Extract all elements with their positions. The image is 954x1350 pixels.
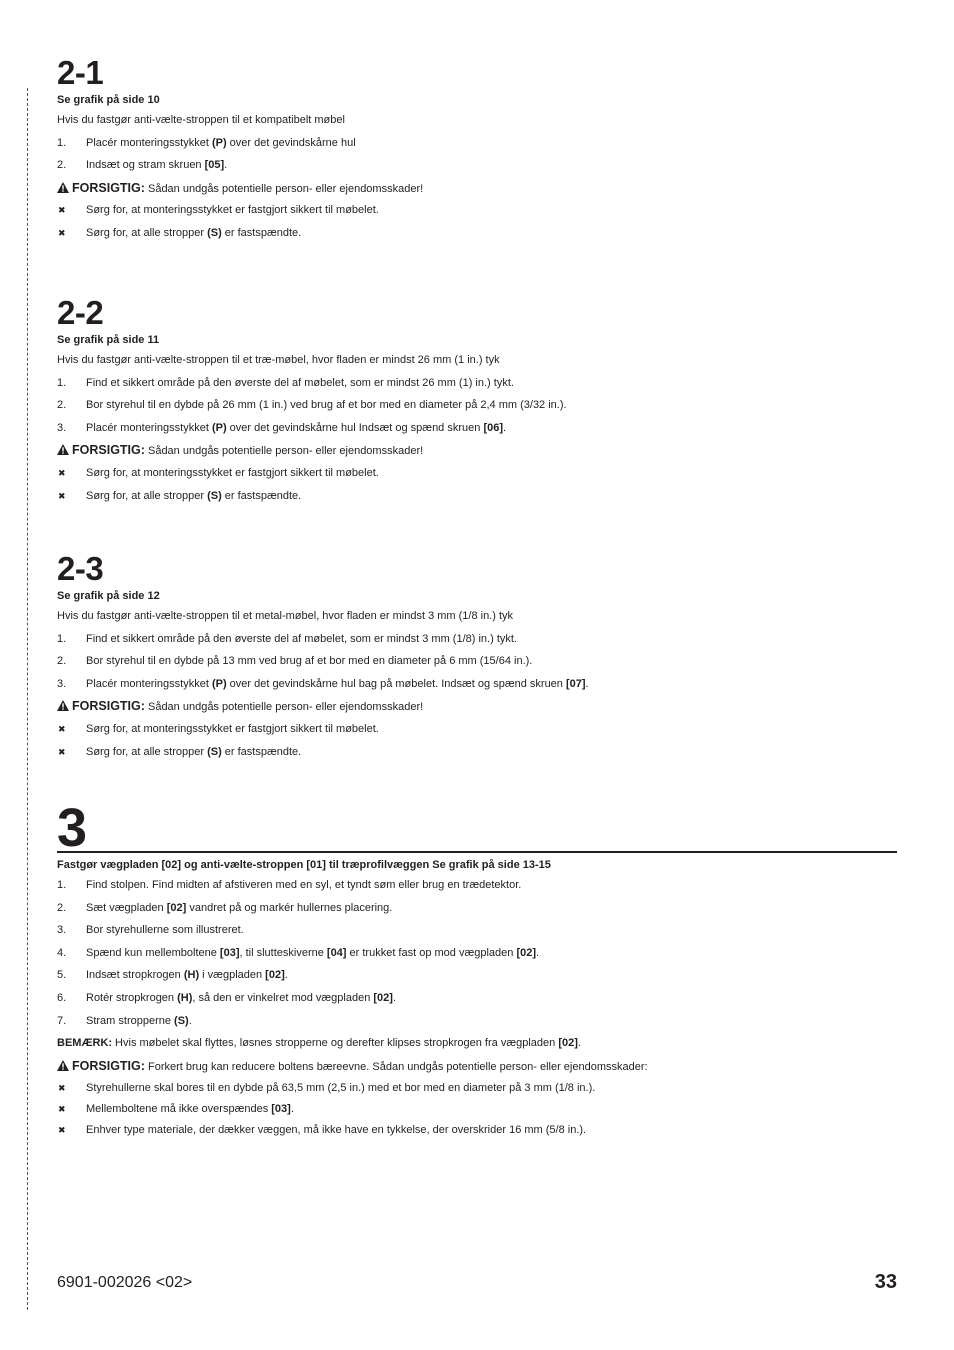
step-3: 3. Placér monteringsstykket (P) over det gevindskårne hul Indsæt og spænd skruen [06]. bbox=[57, 421, 507, 434]
caution-line: FORSIGTIG: Sådan undgås potentielle person- eller ejendomsskader! bbox=[57, 181, 897, 204]
star-bullet-icon: ✖ bbox=[58, 467, 66, 478]
caution-label: FORSIGTIG: bbox=[72, 1058, 145, 1073]
bullet-item: ✖ Sørg for, at alle stropper (S) er fastspændte. bbox=[58, 226, 302, 239]
bullet-item: ✖ Styrehullerne skal bores til en dybde på 63,5 mm (2,5 in.) med et bor med en diameter på 3 mm (1/8 in.). bbox=[58, 1082, 596, 1095]
section-heading: 3 bbox=[57, 798, 88, 858]
intro-text: Hvis du fastgør anti-vælte-stroppen til et træ-møbel, hvor fladen er mindst 26 mm (1 in.) tyk bbox=[57, 354, 500, 366]
step-1: 1. Placér monteringsstykket (P) over det gevindskårne hul bbox=[57, 136, 356, 149]
step-2: 2. Indsæt og stram skruen [05]. bbox=[57, 159, 228, 172]
step-2: 2. Bor styrehul til en dybde på 13 mm ved brug af et bor med en diameter på 6 mm (15/64 in.). bbox=[57, 655, 533, 668]
step-6: 6. Rotér stropkrogen (H), så den er vinkelret mod vægpladen [02]. bbox=[57, 991, 397, 1004]
bullet-item: ✖ Sørg for, at alle stropper (S) er fastspændte. bbox=[58, 489, 302, 502]
warning-triangle-icon bbox=[57, 182, 69, 193]
step-2: 2. Sæt vægpladen [02] vandret på og markér hullernes placering. bbox=[57, 901, 393, 914]
step-7: 7. Stram stropperne (S). bbox=[57, 1014, 192, 1027]
graphic-reference: Se grafik på side 12 bbox=[57, 590, 160, 602]
step-4: 4. Spænd kun mellemboltene [03], til slutteskiverne [04] er trukket fast op mod vægpladen [02]. bbox=[57, 946, 540, 959]
star-bullet-icon: ✖ bbox=[58, 1125, 66, 1136]
step-2: 2. Bor styrehul til en dybde på 26 mm (1 in.) ved brug af et bor med en diameter på 2,4 mm (3/32 in.). bbox=[57, 399, 567, 412]
section-heading: 2-3 bbox=[57, 550, 104, 587]
bullet-item: ✖ Mellemboltene må ikke overspændes [03]. bbox=[58, 1103, 294, 1116]
caution-label: FORSIGTIG: bbox=[72, 443, 145, 458]
bullet-item: ✖ Sørg for, at monteringsstykket er fastgjort sikkert til møbelet. bbox=[58, 204, 379, 217]
star-bullet-icon: ✖ bbox=[58, 1083, 66, 1094]
star-bullet-icon: ✖ bbox=[58, 746, 66, 757]
graphic-reference: Se grafik på side 11 bbox=[57, 334, 160, 346]
section-2-2 bbox=[57, 296, 897, 511]
graphic-reference: Fastgør vægpladen [02] og anti-vælte-stroppen [01] til træprofilvæggen Se grafik på side 13-15 bbox=[57, 859, 551, 871]
caution-line: FORSIGTIG: Sådan undgås potentielle person- eller ejendomsskader! bbox=[57, 443, 897, 466]
star-bullet-icon: ✖ bbox=[58, 1104, 66, 1115]
bullet-item: ✖ Enhver type materiale, der dækker væggen, må ikke have en tykkelse, der overskrider 16 mm (5/8 in.). bbox=[58, 1124, 587, 1137]
warning-triangle-icon bbox=[57, 700, 69, 711]
note-line: BEMÆRK: Hvis møbelet skal flyttes, løsnes stropperne og derefter klipses stropkrogen fra vægpladen [02]. bbox=[57, 1037, 581, 1050]
graphic-reference: Se grafik på side 10 bbox=[57, 94, 160, 106]
page-number: 33 bbox=[874, 1271, 897, 1293]
warning-triangle-icon bbox=[57, 1060, 69, 1071]
document-number: 6901-002026 <02> bbox=[57, 1274, 193, 1291]
step-3: 3. Bor styrehullerne som illustreret. bbox=[57, 924, 244, 937]
intro-text: Hvis du fastgør anti-vælte-stroppen til et metal-møbel, hvor fladen er mindst 3 mm (1/8 in.) tyk bbox=[57, 610, 514, 622]
step-5: 5. Indsæt stropkrogen (H) i vægpladen [02]. bbox=[57, 969, 288, 982]
bullet-item: ✖ Sørg for, at monteringsstykket er fastgjort sikkert til møbelet. bbox=[58, 722, 379, 735]
caution-line: FORSIGTIG: Forkert brug kan reducere boltens bæreevne. Sådan undgås potentielle person- eller ejendomsskader: bbox=[57, 1059, 897, 1082]
star-bullet-icon: ✖ bbox=[58, 227, 66, 238]
step-3: 3. Placér monteringsstykket (P) over det gevindskårne hul bag på møbelet. Indsæt og spænd skruen [07]. bbox=[57, 677, 589, 690]
note-label: BEMÆRK: bbox=[57, 1037, 112, 1050]
section-2-1 bbox=[57, 56, 897, 249]
warning-triangle-icon bbox=[57, 444, 69, 455]
section-2-3 bbox=[57, 552, 897, 767]
step-1: 1. Find stolpen. Find midten af afstiveren med en syl, et tyndt søm eller brug en trædetektor. bbox=[57, 879, 522, 891]
intro-text: Hvis du fastgør anti-vælte-stroppen til et kompatibelt møbel bbox=[57, 114, 345, 126]
bullet-item: ✖ Sørg for, at alle stropper (S) er fastspændte. bbox=[58, 745, 302, 758]
star-bullet-icon: ✖ bbox=[58, 490, 66, 501]
star-bullet-icon: ✖ bbox=[58, 205, 66, 216]
step-1: 1. Find et sikkert område på den øverste del af møbelet, som er mindst 3 mm (1/8) in.) tykt. bbox=[57, 632, 517, 645]
section-3 bbox=[57, 798, 897, 1144]
dashed-cut-line bbox=[27, 88, 28, 1310]
section-heading: 2-2 bbox=[57, 294, 104, 331]
bullet-item: ✖ Sørg for, at monteringsstykket er fastgjort sikkert til møbelet. bbox=[58, 466, 379, 479]
caution-line: FORSIGTIG: Sådan undgås potentielle person- eller ejendomsskader! bbox=[57, 699, 897, 722]
section-heading: 2-1 bbox=[57, 54, 104, 91]
caution-label: FORSIGTIG: bbox=[72, 699, 145, 714]
star-bullet-icon: ✖ bbox=[58, 723, 66, 734]
step-1: 1. Find et sikkert område på den øverste del af møbelet, som er mindst 26 mm (1) in.) tykt. bbox=[57, 376, 514, 389]
caution-label: FORSIGTIG: bbox=[72, 180, 145, 195]
